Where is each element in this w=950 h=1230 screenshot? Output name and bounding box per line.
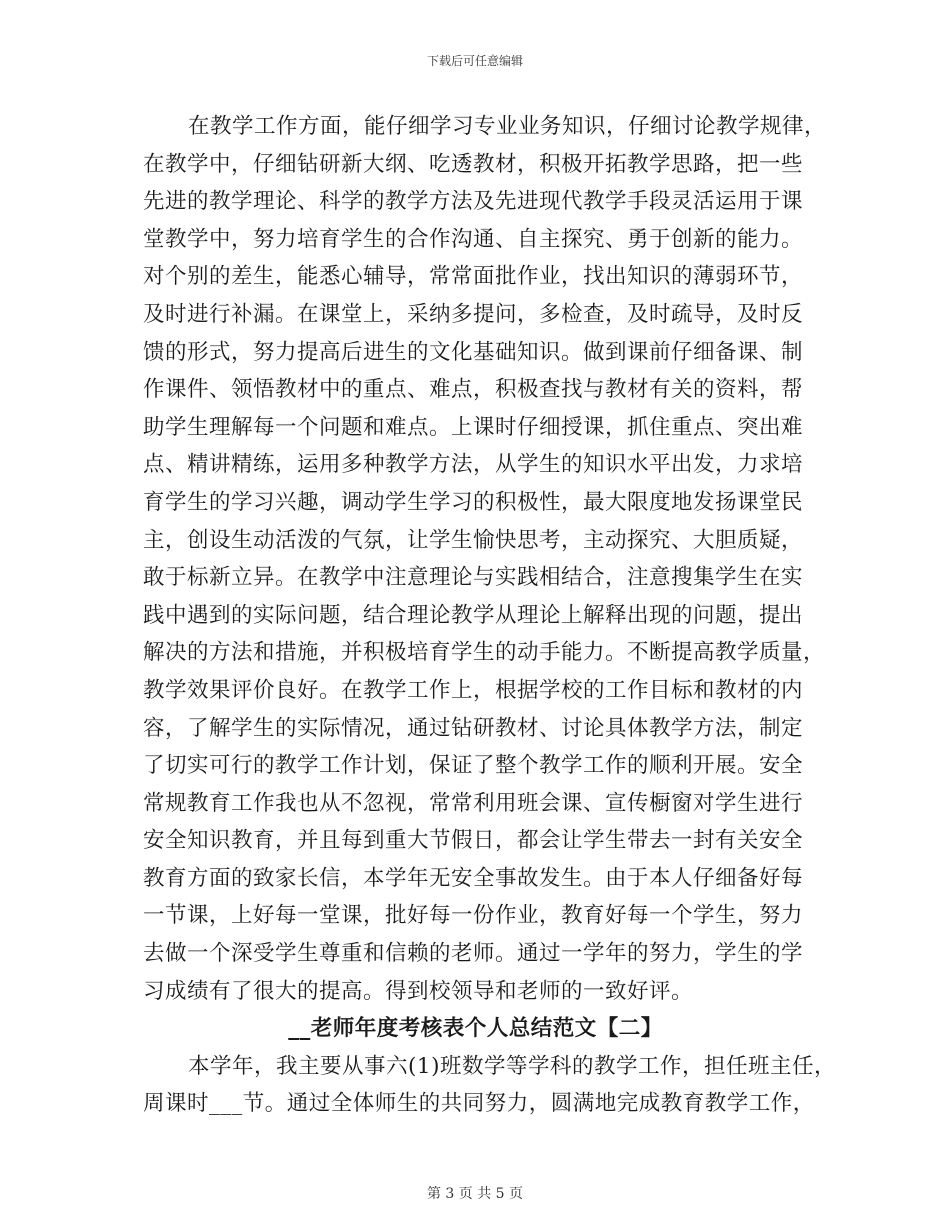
paragraph-line: 育学生的学习兴趣，调动学生学习的积极性，最大限度地发扬课堂民 xyxy=(143,489,804,515)
paragraph-line: 容，了解学生的实际情况，通过钻研教材、讨论具体教学方法，制定 xyxy=(143,715,804,741)
paragraph-line: 堂教学中，努力培育学生的合作沟通、自主探究、勇于创新的能力。 xyxy=(143,226,804,252)
paragraph-line: 先进的教学理论、科学的教学方法及先进现代教学手段灵活运用于课 xyxy=(143,189,804,215)
paragraph-line: 去做一个深受学生尊重和信赖的老师。通过一学年的努力，学生的学 xyxy=(143,941,804,967)
paragraph-line: 周课时___节。通过全体师生的共同努力，圆满地完成教育教学工作， xyxy=(143,1091,815,1117)
paragraph-line: 常规教育工作我也从不忽视，常常利用班会课、宣传橱窗对学生进行 xyxy=(143,790,804,816)
page-header: 下载后可任意编辑 xyxy=(426,54,523,68)
paragraph-line: 点、精讲精练，运用多种教学方法，从学生的知识水平出发，力求培 xyxy=(143,452,804,478)
paragraph-line: 及时进行补漏。在课堂上，采纳多提问，多检查，及时疏导，及时反 xyxy=(143,301,804,327)
paragraph-line: 教学效果评价良好。在教学工作上，根据学校的工作目标和教材的内 xyxy=(143,677,804,703)
paragraph-line: 一节课，上好每一堂课，批好每一份作业，教育好每一个学生，努力 xyxy=(143,903,804,929)
paragraph-line: 作课件、领悟教材中的重点、难点，积极查找与教材有关的资料，帮 xyxy=(143,377,804,403)
page-footer: 第 3 页 共 5 页 xyxy=(426,1186,524,1202)
paragraph-line: 安全知识教育，并且每到重大节假日，都会让学生带去一封有关安全 xyxy=(143,828,804,854)
paragraph-line: 主，创设生动活泼的气氛，让学生愉快思考，主动探究、大胆质疑， xyxy=(143,527,804,553)
paragraph-line: 教育方面的致家长信，本学年无安全事故发生。由于本人仔细备好每 xyxy=(143,865,804,891)
paragraph-line: 践中遇到的实际问题，结合理论教学从理论上解释出现的问题，提出 xyxy=(143,602,804,628)
paragraph-line: 了切实可行的教学工作计划，保证了整个教学工作的顺利开展。安全 xyxy=(143,753,804,779)
paragraph-line: 解决的方法和措施，并积极培育学生的动手能力。不断提高教学质量， xyxy=(143,640,826,666)
document-body xyxy=(143,108,836,1123)
paragraph-line: 本学年，我主要从事六(1)班数学等学科的教学工作，担任班主任， xyxy=(188,1053,836,1079)
paragraph-line: 敢于标新立异。在教学中注意理论与实践相结合，注意搜集学生在实 xyxy=(143,565,804,591)
paragraph-line: 对个别的差生，能悉心辅导，常常面批作业，找出知识的薄弱环节， xyxy=(143,264,804,290)
paragraph-line: 习成绩有了很大的提高。得到校领导和老师的一致好评。 xyxy=(143,978,694,1004)
section-heading: __老师年度考核表个人总结范文【二】 xyxy=(288,1016,663,1042)
paragraph-line: 助学生理解每一个问题和难点。上课时仔细授课，抓住重点、突出难 xyxy=(143,414,804,440)
paragraph-line: 在教学中，仔细钻研新大纲、吃透教材，积极开拓教学思路，把一些 xyxy=(143,151,804,177)
paragraph-line: 馈的形式，努力提高后进生的文化基础知识。做到课前仔细备课、制 xyxy=(143,339,804,365)
paragraph-line: 在教学工作方面，能仔细学习专业业务知识，仔细讨论教学规律， xyxy=(188,114,827,139)
